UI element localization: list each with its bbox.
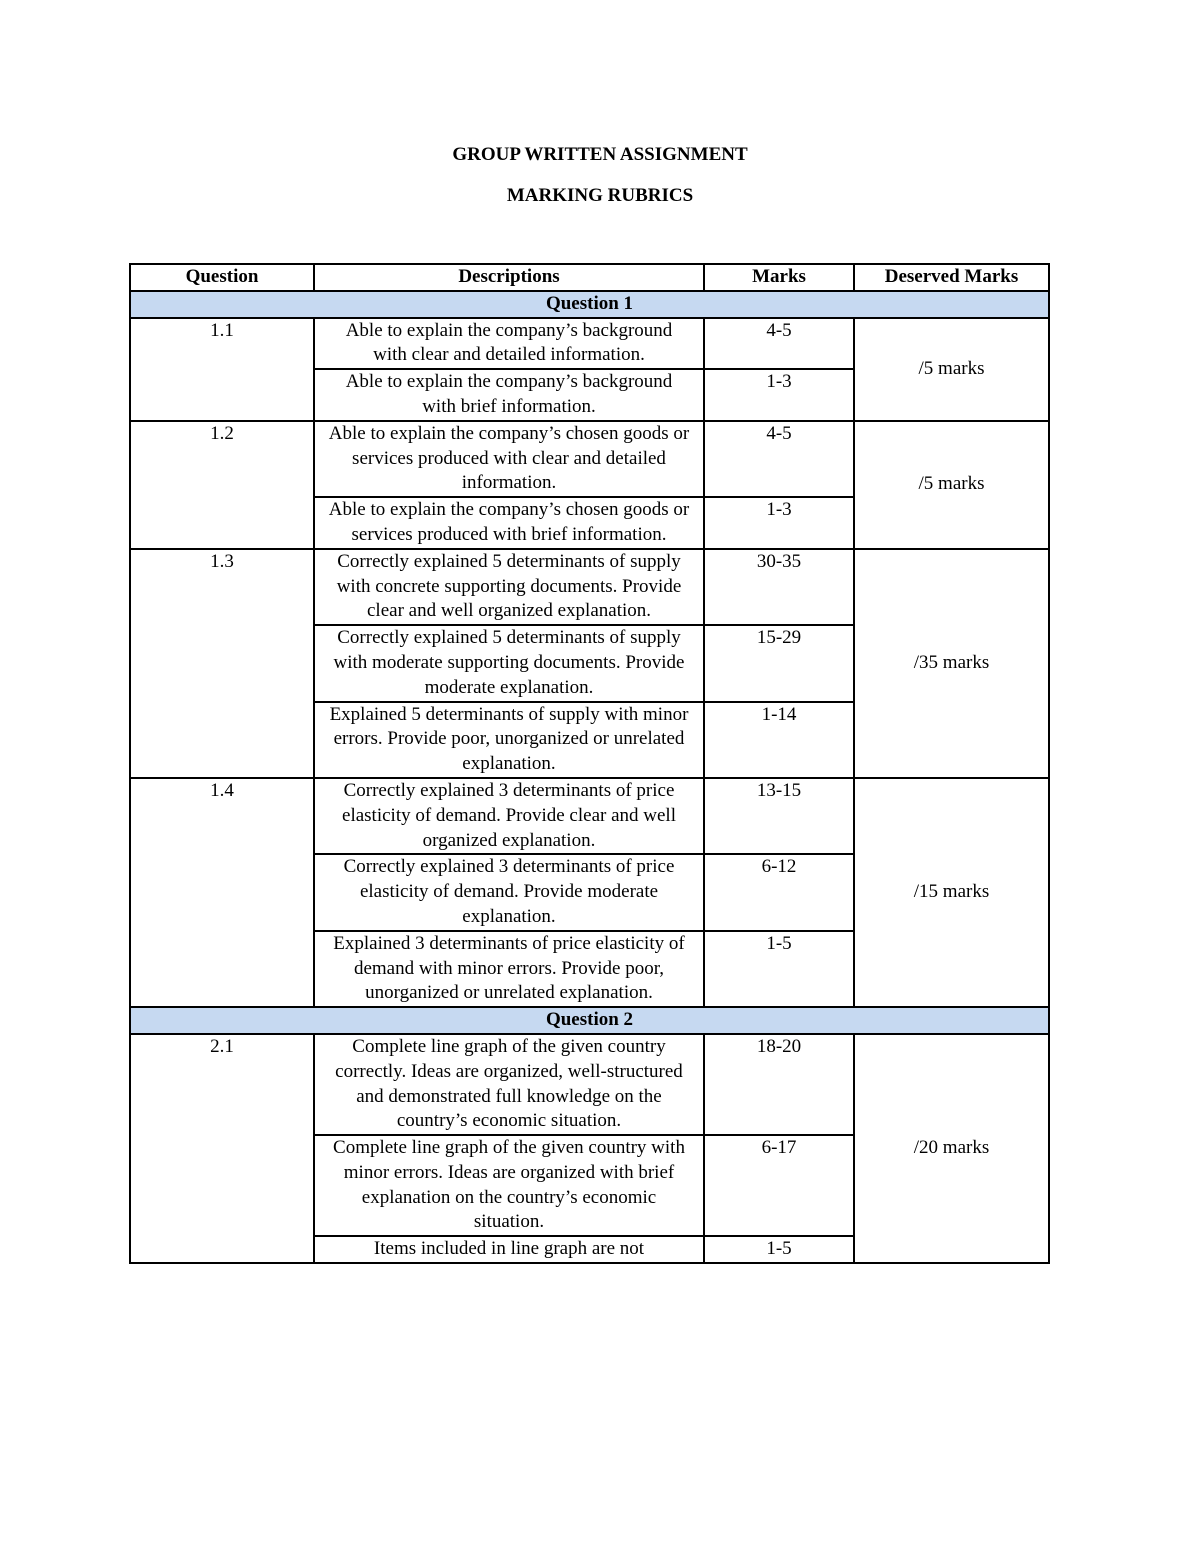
document-title: GROUP WRITTEN ASSIGNMENT: [452, 144, 748, 165]
criterion-description: Able to explain the company’s background with brief information.: [314, 369, 704, 421]
rubric-table: [129, 263, 1050, 1264]
criterion-marks: 1-14: [704, 702, 854, 778]
criterion-marks: 1-3: [704, 369, 854, 421]
criterion-description: Complete line graph of the given country correctly. Ideas are organized, well-structured and demonstrated full knowledge on the country’s economic situation.: [314, 1034, 704, 1135]
criterion-description: Able to explain the company’s chosen goods or services produced with brief information.: [314, 497, 704, 549]
table-row: [130, 549, 1049, 625]
section-row: [130, 291, 1049, 318]
criterion-description: Correctly explained 5 determinants of supply with moderate supporting documents. Provide moderate explanation.: [314, 625, 704, 701]
criterion-description-text: Items included in line graph are not: [373, 1238, 645, 1260]
criterion-marks: 4-5: [704, 421, 854, 497]
table-row: [130, 421, 1049, 497]
table-row: [130, 778, 1049, 854]
criterion-marks: 30-35: [704, 549, 854, 625]
criterion-marks: 1-3: [704, 497, 854, 549]
criterion-marks: 18-20: [704, 1034, 854, 1135]
column-header-question: Question: [130, 264, 314, 291]
criterion-description: Able to explain the company’s chosen goods or services produced with clear and detailed information.: [314, 421, 704, 497]
deserved-marks: /20 marks: [854, 1034, 1049, 1263]
criterion-marks: 1-5: [704, 931, 854, 1007]
criterion-description: Complete line graph of the given country with minor errors. Ideas are organized with brief explanation on the country’s economic situation.: [314, 1135, 704, 1236]
criterion-description: Correctly explained 3 determinants of price elasticity of demand. Provide clear and well organized explanation.: [314, 778, 704, 854]
section-label: Question 1: [130, 291, 1049, 318]
section-label: Question 2: [130, 1007, 1049, 1034]
question-number: 1.3: [130, 549, 314, 778]
criterion-marks: 15-29: [704, 625, 854, 701]
criterion-description: Explained 3 determinants of price elasticity of demand with minor errors. Provide poor, unorganized or unrelated explanation.: [314, 931, 704, 1007]
deserved-marks: /35 marks: [854, 549, 1049, 778]
criterion-marks: 6-12: [704, 854, 854, 930]
criterion-marks: 13-15: [704, 778, 854, 854]
column-header-descriptions: Descriptions: [314, 264, 704, 291]
header-row: [130, 264, 1049, 291]
section-row: [130, 1007, 1049, 1034]
table-row: [130, 318, 1049, 370]
criterion-description: Correctly explained 5 determinants of supply with concrete supporting documents. Provide clear and well organized explanation.: [314, 549, 704, 625]
criterion-description: Explained 5 determinants of supply with minor errors. Provide poor, unorganized or unrelated explanation.: [314, 702, 704, 778]
column-header-deserved-marks: Deserved Marks: [854, 264, 1049, 291]
criterion-description: [314, 1236, 704, 1263]
criterion-description: Correctly explained 3 determinants of price elasticity of demand. Provide moderate explanation.: [314, 854, 704, 930]
criterion-marks: 6-17: [704, 1135, 854, 1236]
document-subtitle: MARKING RUBRICS: [506, 185, 694, 206]
criterion-marks: 1-5: [704, 1236, 854, 1263]
deserved-marks: /5 marks: [854, 318, 1049, 421]
deserved-marks: /15 marks: [854, 778, 1049, 1007]
column-header-marks: Marks: [704, 264, 854, 291]
table-row: [130, 1034, 1049, 1135]
question-number: 2.1: [130, 1034, 314, 1263]
question-number: 1.1: [130, 318, 314, 421]
question-number: 1.4: [130, 778, 314, 1007]
criterion-marks: 4-5: [704, 318, 854, 370]
criterion-description: Able to explain the company’s background with clear and detailed information.: [314, 318, 704, 370]
deserved-marks: /5 marks: [854, 421, 1049, 549]
question-number: 1.2: [130, 421, 314, 549]
